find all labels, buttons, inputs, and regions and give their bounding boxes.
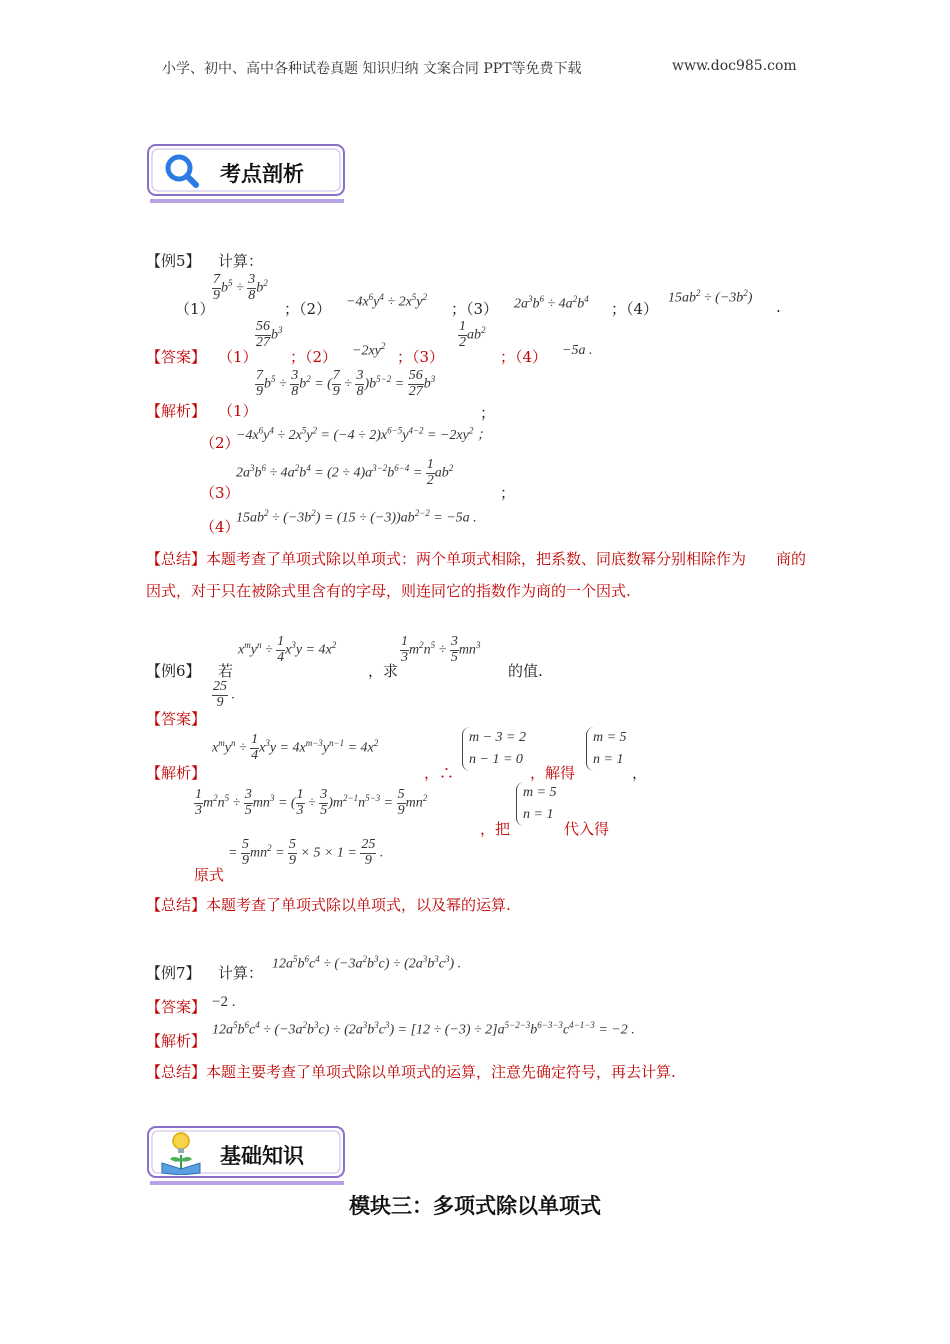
ex5-a2-label: ；（2） (290, 348, 338, 366)
ex5-summary (146, 543, 816, 607)
ex6-target: $\frac{1}{3}$ $m^2n^5$ ÷ $\frac{3}{5}$ $mn^3$ (401, 634, 481, 665)
ex7-expr: $12a^5b^6c^4 \div (-3a^2b^3c) \div (2a^3b^3c^3)$ . (272, 954, 462, 972)
ex7-solution: $12a^5b^6c^4 \div (-3a^2b^3c) \div (2a^3b^3c^3) = [12 \div (-3) \div 2]a^{5-2-3}b^{6-3-3}c^{4-1-3} = -2$ . (212, 1020, 635, 1038)
ex5-solution3: $2a^3b^6 \div 4a^2b^4 = (2 \div 4)a^{3-2}b^{6-4}$ = $\frac{1}{2}$ $ab^2$ (236, 457, 454, 488)
ex5-a4-label: ；（4） (500, 348, 548, 366)
ex5-p3-label: ；（3） (451, 300, 499, 318)
ex6-system1: m − 3 = 2 n − 1 = 0 (462, 727, 526, 771)
ex7-summary-text: 本题主要考查了单项式除以单项式的运算，注意先确定符号，再去计算. (206, 1063, 676, 1081)
ex6-tag: 【例6】 (146, 662, 201, 680)
ex5-answer3: $\frac{1}{2}$ $ab^2$ (459, 319, 486, 350)
ex5-answer4: −5a . (562, 343, 593, 358)
ex5-expr1: $\frac{7}{9}$ $b^5$ ÷ $\frac{3}{8}$ $b^2$ (213, 272, 268, 303)
ex5-solution4: $15ab^2 \div (-3b^2) = (15 \div (-3))ab^{2-2} = -5a$ . (236, 508, 477, 526)
ex5-summary-tag: 【总结】 (146, 550, 207, 568)
ex5-p4-label: ；（4） (611, 300, 659, 318)
ex7-answer-value: −2 (212, 994, 228, 1010)
magnifier-icon (164, 153, 200, 189)
ex5-s1-semicolon: ； (480, 404, 496, 422)
ex6-zhi: 的值. (508, 662, 543, 680)
ex6-ruo: 若 (218, 662, 234, 680)
ex5-expr3: $2a^3b^6 \div 4a^2b^4$ (514, 294, 589, 312)
ex7-solution-tag: 【解析】 (146, 1032, 207, 1050)
ex5-a1-label: （1） (218, 348, 258, 366)
ex6-jiede: ，解得 (530, 764, 576, 782)
ex7-summary (146, 1056, 816, 1088)
ex5-s4-label: （4） (200, 518, 240, 536)
ex5-solution-tag: 【解析】 (146, 402, 207, 420)
ex7-answer-tag: 【答案】 (146, 998, 207, 1016)
ex7-prompt: 计算： (218, 964, 264, 982)
ex6-solution-step1: $x^my^n$ ÷ $\frac{1}{4}$ $x^3y = 4x^{m-3}y^{n-1} = 4x^2$ (212, 732, 379, 763)
ex5-p1-label: （1） (175, 300, 215, 318)
ex5-solution2: $-4x^6y^4 \div 2x^5y^2 = (-4 \div 2)x^{6-5}y^{4-2} = -2xy^2$ ； (236, 425, 491, 443)
ex6-summary-text: 本题考查了单项式除以单项式，以及幂的运算. (206, 896, 511, 914)
ex7-summary-tag: 【总结】 (146, 1063, 207, 1081)
module-title: 模块三：多项式除以单项式 (349, 1194, 601, 1218)
ex5-answer-tag: 【答案】 (146, 348, 207, 366)
ex5-p2-label: ；（2） (284, 300, 332, 318)
ex5-s3-label: （3） (200, 484, 240, 502)
ex5-expr4: $15ab^2 \div (-3b^2)$ (668, 288, 753, 306)
badge-title: 基础知识 (220, 1144, 304, 1168)
ex6-system3: m = 5 n = 1 (516, 782, 557, 826)
ex6-ba: ，把 (480, 820, 511, 838)
ex6-solution-step2: $\frac{1}{3}$ $m^2n^5$ ÷ $\frac{3}{5}$ $mn^3$ = ( $\frac{1}{3}$ ÷ $\frac{3}{5}$ )$m^{2-1}n^{5-3}$ = $\frac{5}{9}$ $mn^2$ (195, 787, 428, 818)
ex6-comma: ， (632, 764, 648, 782)
ex5-prompt: 计算： (218, 252, 264, 270)
ex6-answer: $\frac{25}{9}$ . (213, 679, 235, 710)
header-url: www.doc985.com (672, 58, 797, 74)
ex5-end: . (776, 298, 781, 316)
ex6-solution-step3: = $\frac{5}{9}$ $mn^2$ = $\frac{5}{9}$ × 5 × 1 = $\frac{25}{9}$ . (228, 837, 384, 868)
ex5-answer1: $\frac{56}{27}$ $b^3$ (256, 319, 283, 350)
ex6-condition: $x^my^n$ ÷ $\frac{1}{4}$ $x^3y = 4x^2$ (238, 634, 337, 665)
ex7-answer: −2 . (212, 994, 236, 1010)
ex5-a3-label: ；（3） (397, 348, 445, 366)
ex6-yuanshi: 原式 (194, 866, 225, 884)
ex5-s2-label: （2） (200, 434, 240, 452)
lightbulb-book-icon (158, 1129, 204, 1175)
ex6-summary (146, 889, 816, 921)
badge-title: 考点剖析 (220, 162, 304, 186)
section-badge-basics (146, 1125, 348, 1189)
ex5-solution1: $\frac{7}{9}$ $b^5$ ÷ $\frac{3}{8}$ $b^2$ = ( $\frac{7}{9}$ ÷ $\frac{3}{8}$ )$b^{5-2}$ = $\frac{56}{27}$ $b^3$ (256, 368, 436, 399)
ex7-tag: 【例7】 (146, 964, 201, 982)
ex5-summary-text: 本题考查了单项式除以单项式：两个单项式相除，把系数、同底数幂分别相除作为 商的因式，对于只在被除式里含有的字母，则连同它的指数作为商的一个因式. (146, 550, 807, 600)
ex6-qiu: ，求 (368, 662, 399, 680)
ex6-solution-tag: 【解析】 (146, 764, 207, 782)
ex6-dairu: 代入得 (564, 820, 610, 838)
ex6-therefore: ，∴ (424, 764, 455, 782)
ex5-s1-label: （1） (218, 402, 258, 420)
section-badge-analysis (146, 143, 348, 207)
header-left: 小学、初中、高中各种试卷真题 知识归纳 文案合同 PPT等免费下载 (162, 61, 582, 77)
ex5-answer2: $-2xy^2$ (352, 341, 386, 359)
ex5-expr2: $-4x^6y^4 \div 2x^5y^2$ (346, 292, 428, 310)
ex6-summary-tag: 【总结】 (146, 896, 207, 914)
ex5-tag: 【例5】 (146, 252, 201, 270)
ex5-s3-semicolon: ； (500, 484, 516, 502)
ex6-system2: m = 5 n = 1 (586, 727, 627, 771)
ex6-answer-tag: 【答案】 (146, 710, 207, 728)
